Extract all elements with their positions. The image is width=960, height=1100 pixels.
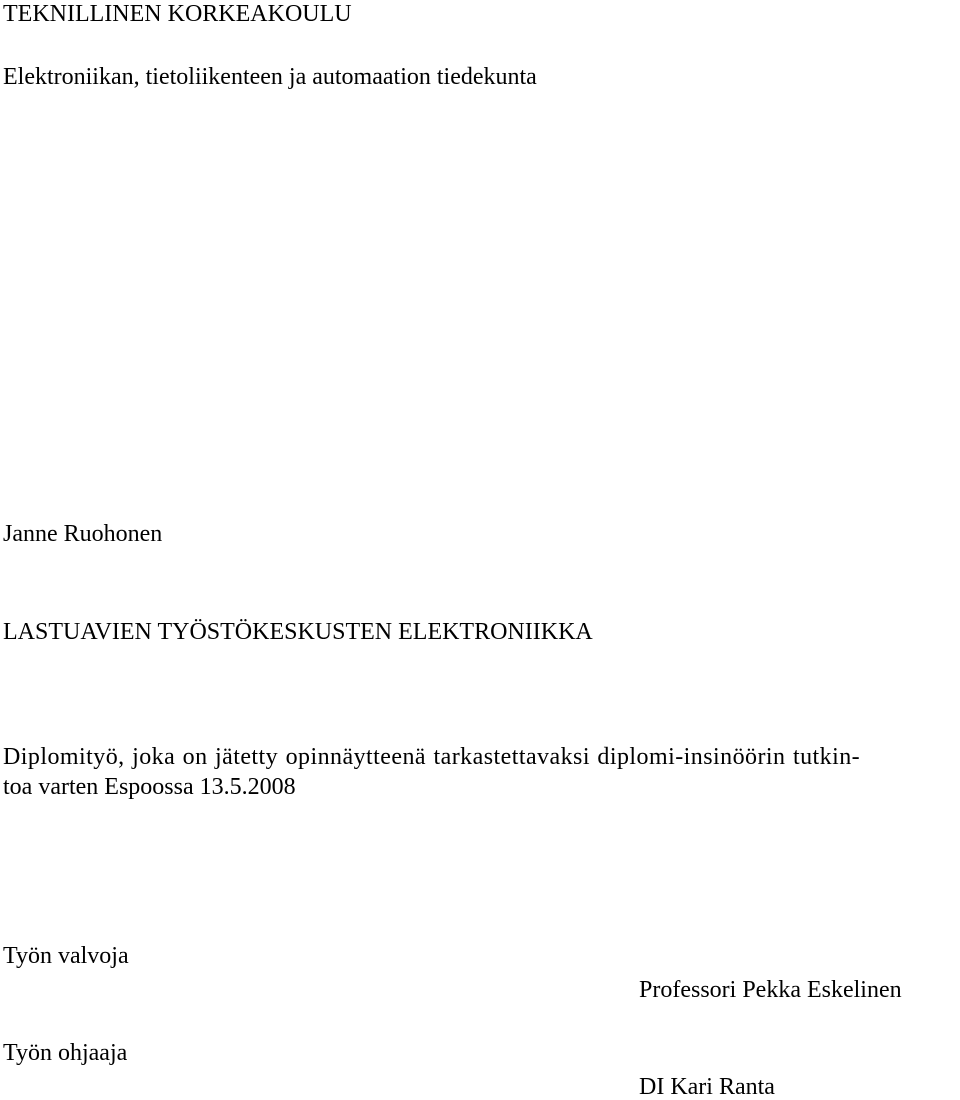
- submission-statement-line-1: Diplomityö, joka on jätetty opinnäytteenä tarkastettavaksi diplomi-insinöörin tutkin-: [3, 744, 861, 770]
- submission-statement-line-2: toa varten Espoossa 13.5.2008: [3, 774, 296, 800]
- university-name: TEKNILLINEN KORKEAKOULU: [3, 1, 352, 27]
- supervisor-label: Työn valvoja: [3, 943, 129, 969]
- author-name: Janne Ruohonen: [3, 521, 163, 547]
- instructor-label: Työn ohjaaja: [3, 1040, 128, 1066]
- instructor-name: DI Kari Ranta: [639, 1074, 775, 1100]
- supervisor-name: Professori Pekka Eskelinen: [639, 977, 902, 1003]
- faculty-name: Elektroniikan, tietoliikenteen ja automaation tiedekunta: [3, 64, 537, 90]
- thesis-title: LASTUAVIEN TYÖSTÖKESKUSTEN ELEKTRONIIKKA: [3, 619, 593, 645]
